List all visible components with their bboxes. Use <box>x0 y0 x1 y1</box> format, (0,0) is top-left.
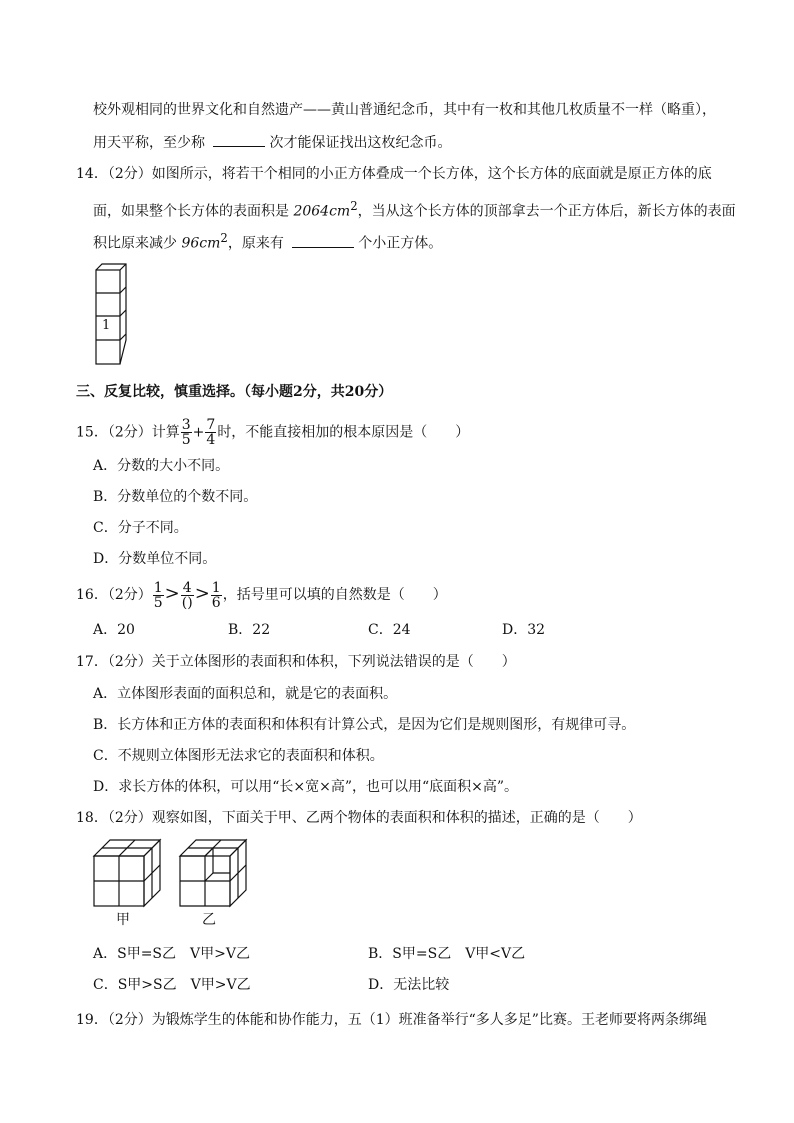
q15-number: 15．（2分） <box>76 424 152 441</box>
q14-text2a: 面，如果整个长方体的表面积是 <box>93 203 289 220</box>
q17-number: 17．（2分） <box>76 654 152 670</box>
q18-text: 观察如图，下面关于甲、乙两个物体的表面积和体积的描述，正确的是（ ） <box>151 810 642 826</box>
q17-option-a[interactable]: A．立体图形表面的面积总和，就是它的表面积。 <box>93 686 398 702</box>
cube-yi-figure <box>178 838 250 908</box>
q14-answer-blank[interactable] <box>292 233 354 248</box>
q15-pre: 计算 <box>151 424 180 441</box>
q15-stem <box>76 418 469 447</box>
q14-area-unit: cm <box>329 203 351 220</box>
q14-reduce-unit: cm <box>199 235 221 252</box>
q17-text: 关于立体图形的表面积和体积，下列说法错误的是（ ） <box>151 654 516 670</box>
q14-text3b: ，原来有 <box>227 235 284 252</box>
q14-text2b: ，当从这个长方体的顶部拿去一个正方体后，新长方体的表面 <box>357 203 736 220</box>
q16-fraction-3: $\frac{1}{6}$ <box>211 579 221 611</box>
q13-line1: 校外观相同的世界文化和自然遗产——黄山普通纪念币，其中有一枚和其他几枚质量不一样（略重）， <box>93 102 716 118</box>
q14-area-value: 2064 <box>293 203 330 220</box>
stacked-cubes-figure <box>94 262 128 366</box>
q18-number: 18．（2分） <box>76 810 152 826</box>
q15-fraction-1: $\frac{3}{5}$ <box>181 417 191 448</box>
q18-option-c[interactable]: C．S甲>S乙 V甲>V乙 <box>93 977 251 993</box>
q13-line2-end: 次才能保证找出这枚纪念币。 <box>269 135 452 151</box>
q16-fraction-1: $\frac{1}{5}$ <box>153 579 163 611</box>
q14-reduce-value: 96 <box>181 235 200 252</box>
cube-jia-figure <box>92 838 164 908</box>
label-yi: 乙 <box>202 912 216 928</box>
q17-stem <box>76 652 516 672</box>
q16-option-c[interactable]: C．24 <box>368 622 411 638</box>
q19-number: 19．（2分） <box>76 1012 152 1028</box>
q14-text3a: 积比原来减少 <box>93 235 177 252</box>
q14-text1: 如图所示，将若干个相同的小正方体叠成一个长方体，这个长方体的底面就是原正方体的底 <box>151 166 712 182</box>
q13-line2 <box>93 132 451 153</box>
q13-answer-blank[interactable] <box>213 132 265 147</box>
q15-option-d[interactable]: D．分数单位不同。 <box>93 551 217 567</box>
q16-gt-1: > <box>164 583 180 604</box>
q14-number: 14．（2分） <box>76 166 152 182</box>
q16-option-d[interactable]: D．32 <box>502 622 546 638</box>
q17-option-d[interactable]: D．求长方体的体积，可以用“长×宽×高”，也可以用“底面积×高”。 <box>93 779 519 795</box>
q14-line3 <box>93 228 442 254</box>
q18-option-a[interactable]: A．S甲=S乙 V甲>V乙 <box>93 946 250 962</box>
label-jia: 甲 <box>116 912 130 928</box>
q15-fraction-2: $\frac{7}{4}$ <box>206 417 216 448</box>
q16-gt-2: > <box>194 583 210 604</box>
q18-option-d[interactable]: D．无法比较 <box>368 977 450 993</box>
q19-stem <box>76 1010 707 1030</box>
q15-option-a[interactable]: A．分数的大小不同。 <box>93 458 230 474</box>
q14-figure-label: 1 <box>102 318 111 333</box>
q17-option-c[interactable]: C．不规则立体图形无法求它的表面积和体积。 <box>93 748 384 764</box>
q14-line2 <box>93 196 736 222</box>
q18-option-b[interactable]: B．S甲=S乙 V甲<V乙 <box>368 946 526 962</box>
q16-number: 16．（2分） <box>76 587 152 603</box>
q14-area-sup: 2 <box>350 199 358 213</box>
q14-text3c: 个小正方体。 <box>358 235 443 252</box>
q13-line2-text: 用天平称，至少称 <box>93 135 205 151</box>
q17-option-b[interactable]: B．长方体和正方体的表面积和体积有计算公式，是因为它们是规则图形，有规律可寻。 <box>93 717 636 733</box>
q15-post: 时，不能直接相加的根本原因是（ ） <box>217 424 470 441</box>
section3-title: 三、反复比较，慎重选择。（每小题2分，共20分） <box>76 384 393 400</box>
q15-option-c[interactable]: C．分子不同。 <box>93 520 188 536</box>
q14-reduce-sup: 2 <box>220 231 228 245</box>
q16-fraction-2: $\frac{4}{()}$ <box>181 579 193 611</box>
q16-post: ，括号里可以填的自然数是（ ） <box>222 587 447 603</box>
q15-plus: + <box>192 424 205 441</box>
q19-text: 为锻炼学生的体能和协作能力，五（1）班准备举行“多人多足”比赛。王老师要将两条绑绳 <box>151 1012 707 1028</box>
q14-line1 <box>76 164 712 184</box>
q18-stem <box>76 808 642 828</box>
q16-option-b[interactable]: B．22 <box>228 622 271 638</box>
q16-stem <box>76 580 447 610</box>
q16-option-a[interactable]: A．20 <box>93 622 135 638</box>
q15-option-b[interactable]: B．分数单位的个数不同。 <box>93 489 258 505</box>
